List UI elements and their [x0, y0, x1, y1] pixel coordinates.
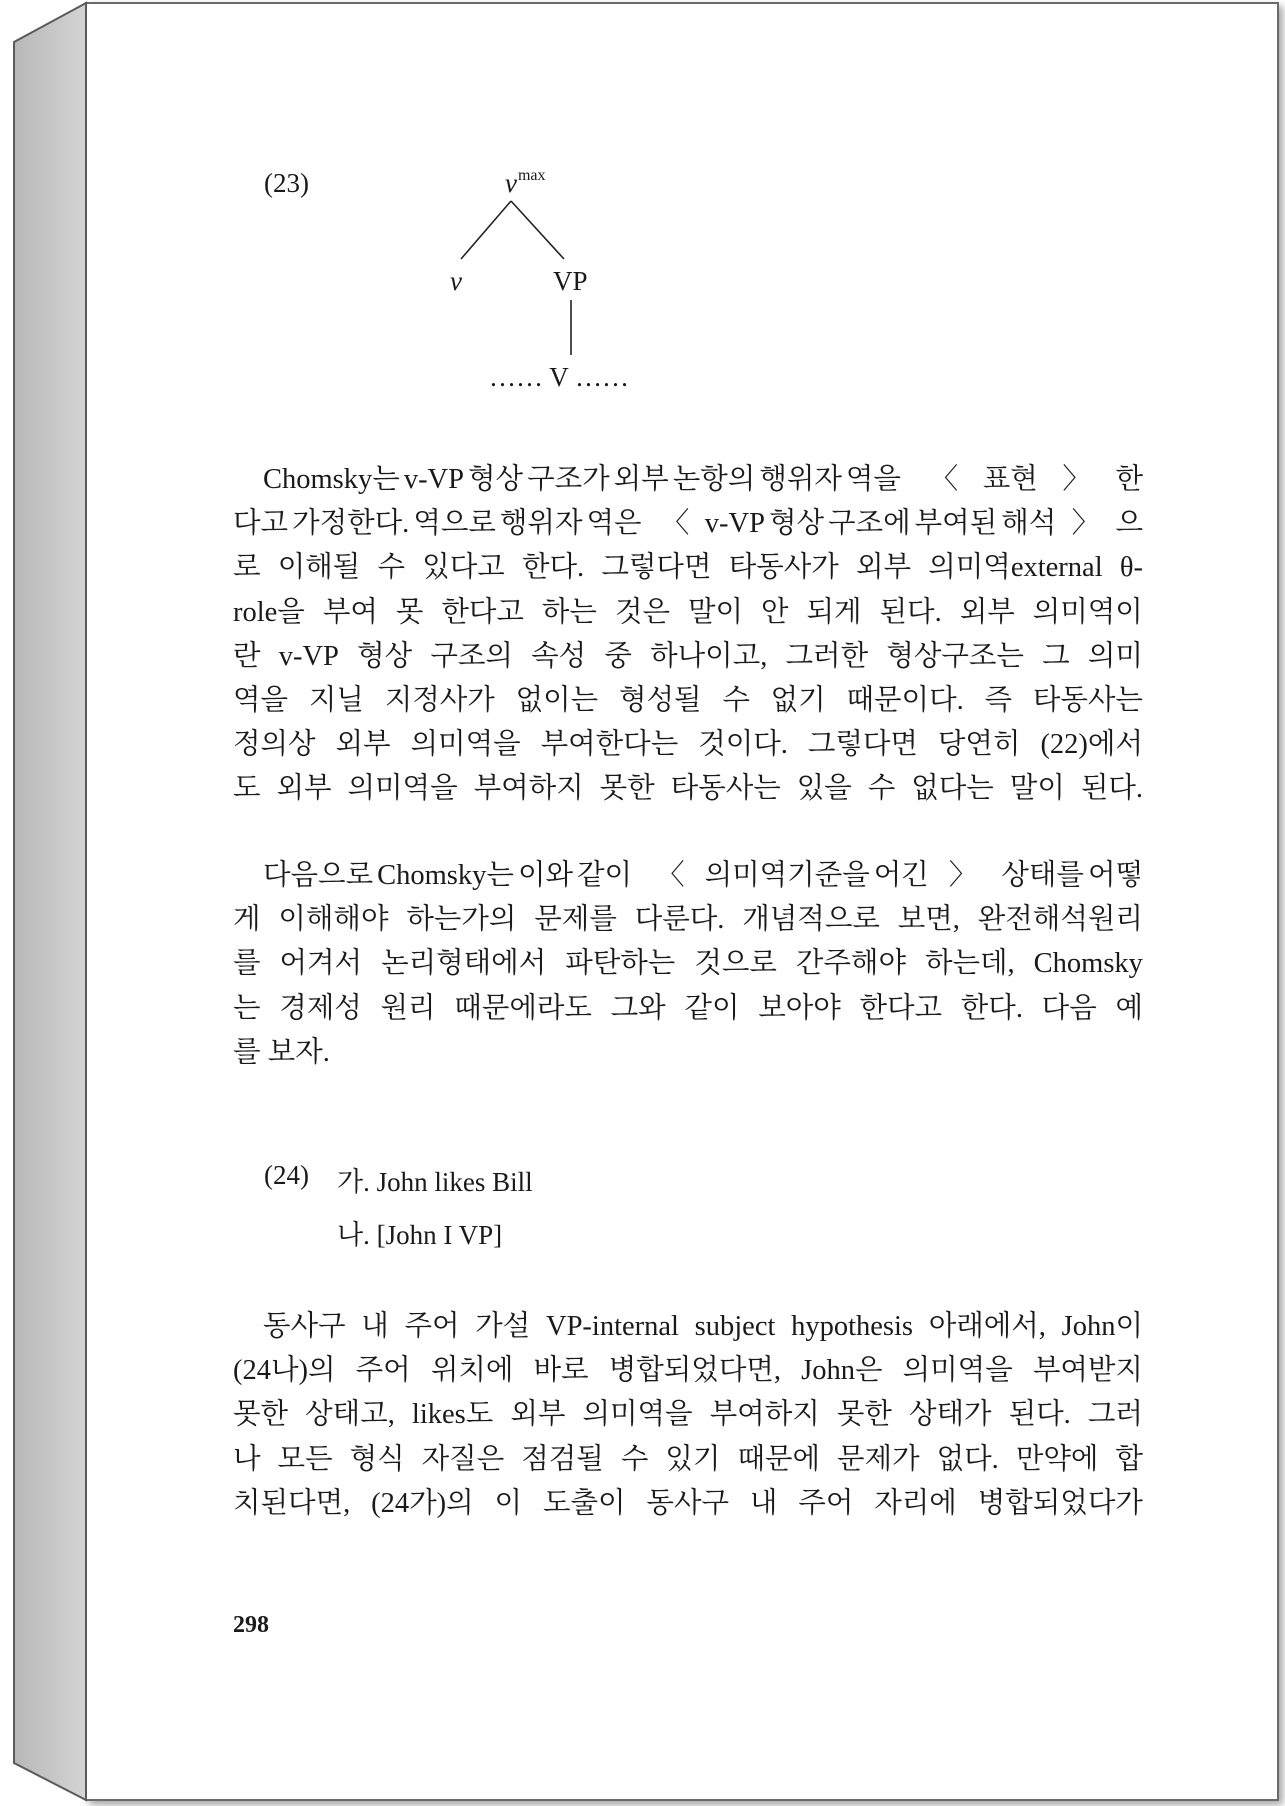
tree-bottom-node: …… V ……	[489, 362, 630, 392]
example-24-number: (24)	[264, 1160, 309, 1190]
paragraph-2	[233, 854, 1143, 1075]
paragraph-line: 게 이해해야 하는가의 문제를 다룬다. 개념적으로 보면, 완전해석원리	[233, 904, 1143, 936]
example-24-item-b: 나. [John I VP]	[337, 1220, 503, 1250]
paragraph-line: (24나)의 주어 위치에 바로 병합되었다면, John은 의미역을 부여받지	[233, 1355, 1143, 1387]
paragraph-line: 다음으로 Chomsky는 이와 같이 〈의미역기준을 어긴〉 상태를 어떻	[263, 860, 1143, 891]
tree-right-child: VP	[553, 266, 588, 296]
paragraph-line: 를 보자.	[233, 1036, 330, 1068]
paragraph-line: 도 외부 의미역을 부여하지 못한 타동사는 있을 수 없다는 말이 된다.	[233, 773, 1143, 805]
paragraph-line: 란 v-VP 형상 구조의 속성 중 하나이고, 그러한 형상구조는 그 의미	[233, 640, 1143, 672]
tree-left-child: v	[450, 266, 462, 296]
paragraph-line: 는 경제성 원리 때문에라도 그와 같이 보아야 한다고 한다. 다음 예	[233, 992, 1143, 1024]
page-number: 298	[233, 1612, 269, 1638]
paragraph-line: 나 모든 형식 자질은 점검될 수 있기 때문에 문제가 없다. 만약에 합	[233, 1443, 1143, 1475]
paragraph-line: 다고 가정한다. 역으로 행위자 역은 〈v-VP 형상 구조에 부여된 해석〉으	[233, 508, 1143, 540]
tree-root-superscript: max	[517, 167, 546, 184]
paragraph-line: 동사구 내 주어 가설 VP-internal subject hypothesis 아래에서, John이	[263, 1311, 1143, 1342]
paragraph-line: 로 이해될 수 있다고 한다. 그렇다면 타동사가 외부 의미역external θ-	[233, 552, 1143, 584]
paragraph-line: Chomsky는 v-VP 형상 구조가 외부 논항의 행위자 역을 〈표현〉한	[263, 464, 1143, 495]
tree-edge-right	[511, 201, 564, 259]
paragraph-line: 치된다면, (24가)의 이 도출이 동사구 내 주어 자리에 병합되었다가	[233, 1487, 1143, 1519]
paragraph-line: 정의상 외부 의미역을 부여한다는 것이다. 그렇다면 당연히 (22)에서	[233, 729, 1143, 761]
tree-root-label: v	[505, 168, 517, 198]
paragraph-line: 못한 상태고, likes도 외부 의미역을 부여하지 못한 상태가 된다. 그러	[233, 1399, 1143, 1431]
paragraph-line: 를 어겨서 논리형태에서 파탄하는 것으로 간주해야 하는데, Chomsky	[233, 948, 1143, 980]
paragraph-line: 역을 지닐 지정사가 없이는 형성될 수 없기 때문이다. 즉 타동사는	[233, 684, 1143, 716]
example-24-item-a: 가. John likes Bill	[337, 1167, 533, 1197]
example-23-number: (23)	[264, 168, 309, 198]
tree-edge-left	[461, 201, 511, 259]
paragraph-1	[233, 458, 1143, 812]
paragraph-line: role을 부여 못 한다고 하는 것은 말이 안 되게 된다. 외부 의미역이	[233, 596, 1143, 628]
paragraph-3	[233, 1305, 1143, 1526]
